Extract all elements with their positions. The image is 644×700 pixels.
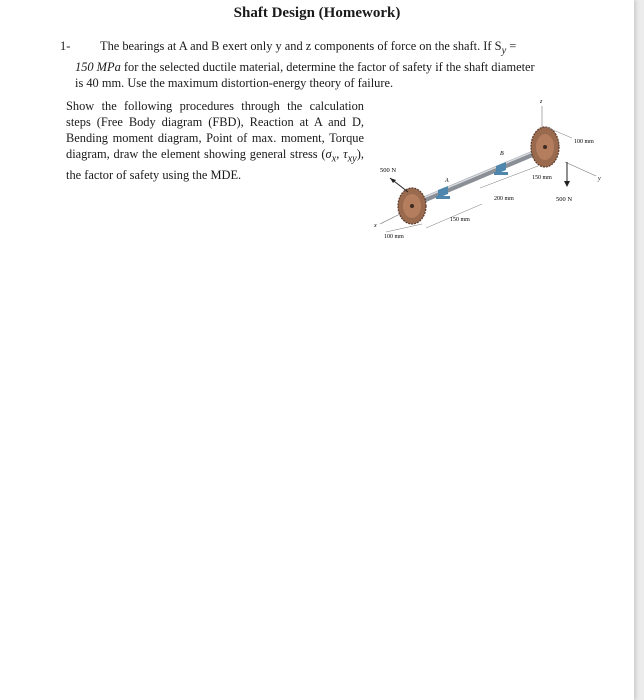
- dim-150-bottom-line: [426, 204, 482, 228]
- right-force-arrowhead: [564, 181, 570, 187]
- problem-line-2: 150 MPa for the selected ductile material, determine the factor of safety if the shaft diameter: [75, 60, 535, 75]
- dim-200: 200 mm: [494, 196, 514, 202]
- label-b: B: [500, 151, 504, 157]
- y-axis-line: [565, 162, 596, 176]
- bearing-b-base: [494, 172, 508, 175]
- problem-statement: [60, 38, 590, 91]
- axis-z-label: z: [540, 99, 543, 105]
- page-title: Shaft Design (Homework): [233, 5, 401, 21]
- right-gear-hub: [543, 145, 547, 149]
- left-gear-hub: [410, 204, 414, 208]
- problem-number: 1-: [60, 39, 71, 53]
- axis-x-label: x: [374, 223, 377, 229]
- dim-100-top: 100 mm: [574, 139, 594, 145]
- procedure-instructions: Show the following procedures through the calculation steps (Free Body diagram (FBD), Reaction at A and D, Bending moment diagram, Point of max. moment, Torque diagram, draw the element showing general stress ($\sigma_x$, $\tau_{xy}$), the factor of safety using the MDE.: [66, 99, 364, 183]
- dim-150-right: 150 mm: [532, 175, 552, 181]
- dim-100-bottom-line: [386, 224, 422, 232]
- dim-150-bottom: 150 mm: [450, 217, 470, 223]
- force-right-label: 500 N: [556, 196, 573, 203]
- shaft-diagram: [360, 92, 620, 252]
- label-a: A: [445, 178, 449, 184]
- problem-line-1: The bearings at A and B exert only y and z components of force on the shaft. If $S_y$ =: [100, 39, 517, 57]
- axis-y-label: y: [598, 176, 601, 182]
- problem-line-3: is 40 mm. Use the maximum distortion-energy theory of failure.: [75, 76, 394, 91]
- shaft-figure: [360, 92, 620, 252]
- bearing-a-base: [436, 196, 450, 199]
- dim-100-bottom: 100 mm: [384, 234, 404, 240]
- force-left-label: 500 N: [380, 167, 397, 174]
